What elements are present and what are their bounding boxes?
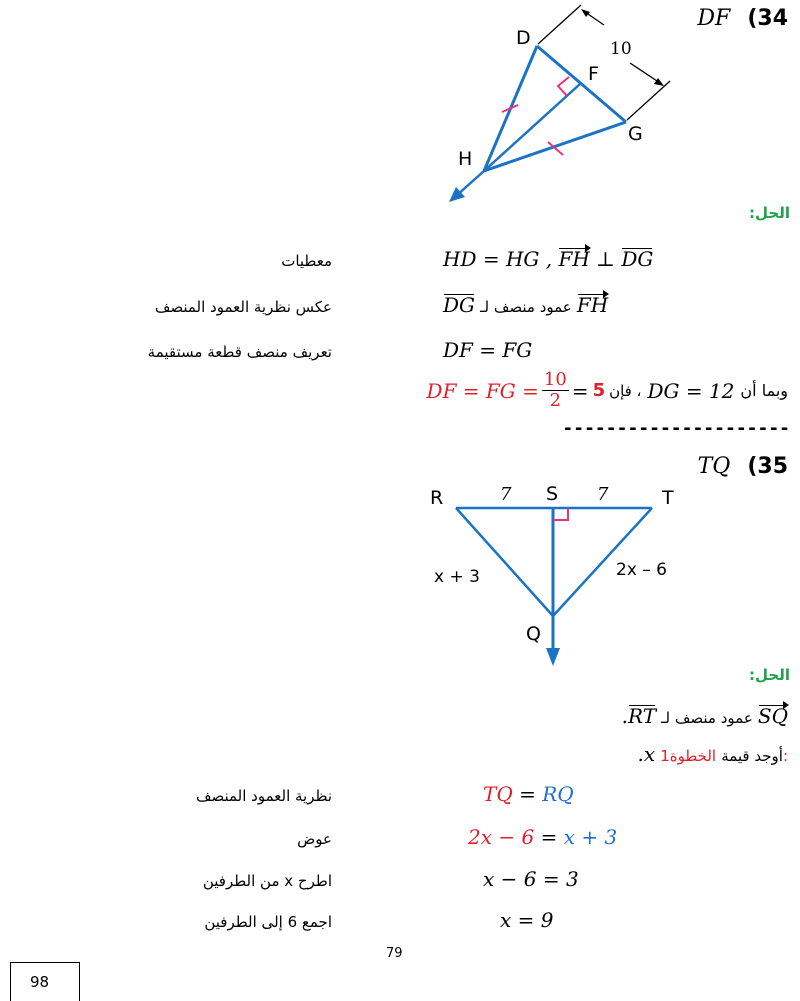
statement-x-value: x = 9 xyxy=(500,908,554,932)
label-rq-expr: x + 3 xyxy=(434,567,480,587)
reason-converse: عكس نظرية العمود المنصف xyxy=(154,298,332,316)
label-st-length: 7 xyxy=(597,484,609,505)
figure-35 xyxy=(420,460,690,670)
label-s: S xyxy=(546,483,559,505)
page-number-box xyxy=(10,962,80,1001)
arrowhead-q xyxy=(546,648,560,666)
statement-subtract: x − 6 = 3 xyxy=(483,867,579,891)
reason-given: معطيات xyxy=(281,252,332,270)
segment-fh xyxy=(484,84,580,171)
statement-perp-bisector: DG عمود منصف لـ FH xyxy=(443,293,609,317)
problem-34-variable: DF xyxy=(697,6,731,31)
label-rs-length: 7 xyxy=(500,484,512,505)
step-1: .x أوجد قيمة الخطوة1: xyxy=(637,742,788,766)
reason-theorem: نظرية العمود المنصف xyxy=(195,787,332,805)
figure-34 xyxy=(430,0,690,205)
reason-substitute: عوض xyxy=(297,830,332,848)
label-f: F xyxy=(588,63,599,85)
statement-sq-bisector: .RT عمود منصف لـ SQ xyxy=(621,704,788,728)
label-tq-expr: 2x – 6 xyxy=(616,560,667,580)
ray-hg xyxy=(484,122,626,171)
label-length: 10 xyxy=(610,39,632,59)
label-d: D xyxy=(516,27,531,49)
label-g: G xyxy=(628,123,643,145)
statement-substitute: 2x − 6 = x + 3 xyxy=(468,825,618,849)
problem-34-number: (34 xyxy=(747,6,788,31)
statement-tq-rq: TQ = RQ xyxy=(483,782,574,806)
statement-df-fg: DF = FG xyxy=(443,338,533,362)
problem-35-header xyxy=(698,454,788,479)
right-angle-mark-s xyxy=(553,508,568,520)
label-h: H xyxy=(458,148,473,170)
reason-subtract: اطرح x من الطرفين xyxy=(202,872,332,890)
page-number-box-text: 98 xyxy=(30,973,50,991)
separator-dashes: --------------------- xyxy=(562,418,790,439)
reason-add: اجمع 6 إلى الطرفين xyxy=(204,913,332,931)
label-t: T xyxy=(662,487,674,509)
solution-label-35: الحل: xyxy=(749,666,790,684)
segment-rq xyxy=(456,508,553,616)
reason-definition: تعريف منصف قطعة مستقيمة xyxy=(147,343,332,361)
solution-label-34: الحل: xyxy=(749,204,790,222)
final-answer-34: DF = FG = $\frac{10}{2}$ = 5 ، فإن DG = 12 وبما أن xyxy=(426,369,788,411)
page-number-center: 79 xyxy=(386,946,403,961)
problem-34-header xyxy=(697,6,788,31)
label-q: Q xyxy=(526,623,541,645)
statement-given: HD = HG , FH ⊥ DG xyxy=(443,247,654,271)
label-r: R xyxy=(430,487,444,509)
right-angle-mark-f xyxy=(558,77,569,96)
problem-35-variable: TQ xyxy=(697,454,731,479)
problem-35-number: (35 xyxy=(747,454,788,479)
